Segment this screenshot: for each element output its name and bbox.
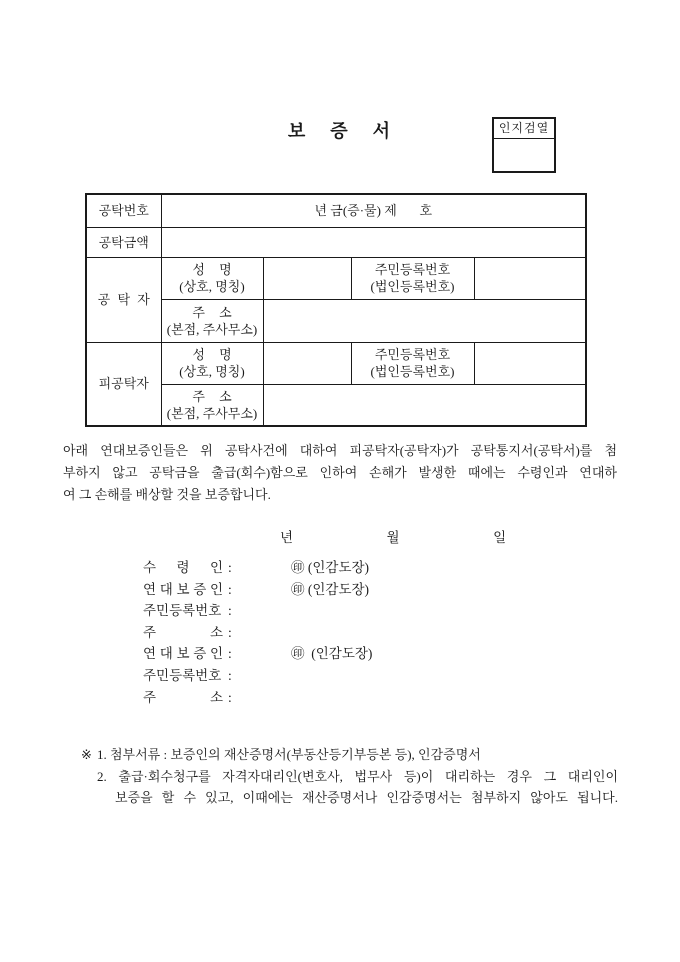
footnote-line-3: 보증을 할 수 있고, 이때에는 재산증명서나 인감증명서는 첨부하지 않아도 됩니다. bbox=[115, 790, 618, 805]
depositor-rrn-value bbox=[474, 257, 586, 299]
payee-address-value bbox=[263, 384, 586, 426]
signature-row-joint-guarantor-2 bbox=[143, 643, 373, 665]
signature-row-address-2 bbox=[143, 687, 232, 709]
signature-label: 수 령 인 bbox=[143, 560, 223, 575]
signature-label: 주민등록번호 bbox=[143, 667, 222, 683]
signature-row-rrn bbox=[143, 600, 232, 622]
address-label-line1: 주 소 bbox=[192, 304, 232, 320]
signature-colon: : bbox=[228, 560, 232, 575]
reference-mark: ※ bbox=[81, 747, 92, 762]
payee-name-label bbox=[161, 342, 263, 384]
depositor-address-label bbox=[161, 299, 263, 342]
guarantee-statement bbox=[63, 440, 617, 506]
signature-row-joint-guarantor bbox=[143, 579, 370, 601]
name-label-line2: (상호, 명칭) bbox=[179, 364, 245, 379]
deposit-amount-label: 공탁금액 bbox=[86, 227, 161, 257]
rrn-label-line1: 주민등록번호 bbox=[374, 347, 451, 362]
payee-rrn-value bbox=[474, 342, 586, 384]
signature-block bbox=[143, 557, 373, 708]
depositor-address-value bbox=[263, 299, 586, 342]
signature-label: 연 대 보 증 인 bbox=[143, 581, 223, 597]
signature-label: 연 대 보 증 인 bbox=[143, 646, 223, 662]
signature-row-rrn-2 bbox=[143, 665, 232, 687]
document-title: 보 증 서 bbox=[287, 121, 393, 141]
depositor-name-label bbox=[161, 257, 263, 299]
signature-label: 주 소 bbox=[143, 624, 223, 640]
deposit-number-label: 공탁번호 bbox=[86, 194, 161, 227]
seal-mark: ㊞ (인감도장) bbox=[291, 560, 370, 575]
signature-colon: : bbox=[228, 603, 232, 619]
signature-colon: : bbox=[228, 689, 232, 705]
seal-mark: ㊞ (인감도장) bbox=[291, 581, 370, 597]
signature-colon: : bbox=[228, 646, 232, 662]
address-label-line2: (본점, 주사무소) bbox=[166, 321, 258, 337]
footnotes bbox=[81, 744, 618, 809]
table-row-payee-name bbox=[86, 342, 586, 384]
statement-line: 아래 연대보증인들은 위 공탁사건에 대하여 피공탁자(공탁자)가 공탁통지서(공탁서)를 첨 bbox=[63, 443, 617, 458]
statement-line: 부하지 않고 공탁금을 출급(회수)함으로 인하여 손해가 발생한 때에는 수령인과 연대하 bbox=[63, 465, 617, 480]
depositor-label: 공 탁 자 bbox=[86, 257, 161, 342]
footnote-line-1: 1. 첨부서류 : 보증인의 재산증명서(부동산등기부등본 등), 인감증명서 bbox=[97, 747, 481, 762]
signature-colon: : bbox=[228, 581, 232, 597]
rrn-label-line2: (법인등록번호) bbox=[370, 364, 455, 379]
signature-colon: : bbox=[228, 667, 232, 683]
seal-mark: ㊞ (인감도장) bbox=[291, 646, 373, 662]
signature-label: 주 소 bbox=[143, 689, 223, 705]
stamp-inspection-box bbox=[492, 117, 556, 173]
address-label-line2: (본점, 주사무소) bbox=[166, 405, 258, 421]
stamp-inspection-label: 인지검열 bbox=[494, 119, 554, 139]
deposit-amount-value bbox=[161, 227, 586, 257]
table-row-deposit-amount bbox=[86, 227, 586, 257]
name-label-line2: (상호, 명칭) bbox=[179, 279, 245, 294]
depositor-rrn-label bbox=[351, 257, 474, 299]
payee-address-label bbox=[161, 384, 263, 426]
table-row-depositor-name bbox=[86, 257, 586, 299]
signature-row-address bbox=[143, 622, 232, 644]
signature-colon: : bbox=[228, 624, 232, 640]
footnote-line-2: 2. 출급·회수청구를 자격자대리인(변호사, 법무사 등)이 대리하는 경우 그 대리인이 bbox=[97, 768, 618, 784]
payee-name-value bbox=[263, 342, 351, 384]
table-row-deposit-number bbox=[86, 194, 586, 227]
deposit-info-table bbox=[85, 193, 587, 427]
name-label-line1: 성 명 bbox=[192, 347, 232, 362]
table-row-depositor-address bbox=[86, 299, 586, 342]
table-row-payee-address bbox=[86, 384, 586, 426]
address-label-line1: 주 소 bbox=[192, 388, 232, 404]
statement-line: 여 그 손해를 배상할 것을 보증합니다. bbox=[63, 487, 271, 502]
rrn-label-line2: (법인등록번호) bbox=[370, 279, 455, 294]
name-label-line1: 성 명 bbox=[192, 262, 232, 277]
payee-label: 피공탁자 bbox=[86, 342, 161, 426]
date-line: 년 월 일 bbox=[280, 530, 507, 545]
depositor-name-value bbox=[263, 257, 351, 299]
rrn-label-line1: 주민등록번호 bbox=[374, 262, 451, 277]
payee-rrn-label bbox=[351, 342, 474, 384]
deposit-number-value: 년 금(증·물) 제 호 bbox=[161, 194, 586, 227]
signature-label: 주민등록번호 bbox=[143, 603, 222, 619]
signature-row-recipient bbox=[143, 557, 370, 579]
